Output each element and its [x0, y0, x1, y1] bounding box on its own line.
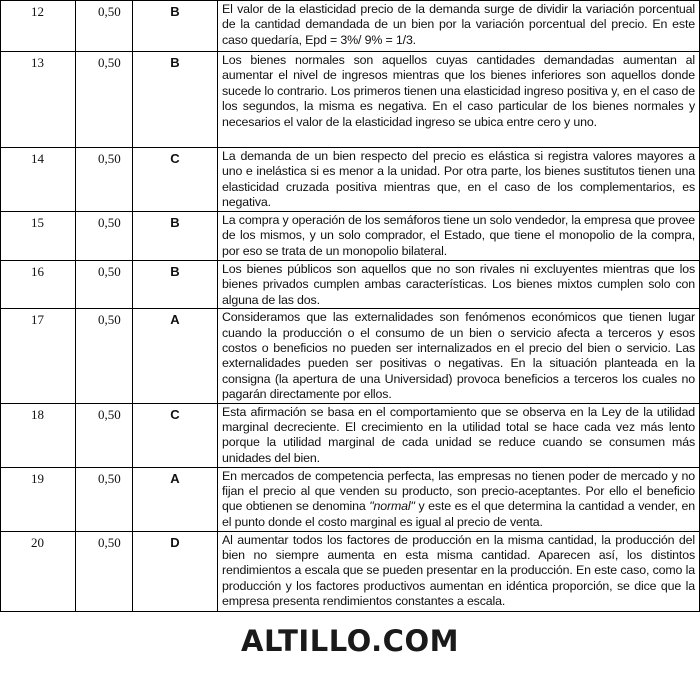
- answer-option: A: [133, 309, 218, 403]
- question-points: 0,50: [76, 531, 133, 611]
- answer-option: B: [133, 1, 218, 52]
- table-row: [1, 148, 700, 212]
- question-number: 13: [1, 52, 76, 148]
- table-row: [1, 309, 700, 403]
- question-points: 0,50: [76, 467, 133, 531]
- question-number: 15: [1, 212, 76, 261]
- answer-option: D: [133, 531, 218, 611]
- answer-explanation: El valor de la elasticidad precio de la demanda surge de dividir la variación porcentual de la cantidad demandada de un bien por la variación porcentual del precio. En este caso quedaría, Epd = 3%/ 9% = 1/3.: [218, 1, 700, 52]
- table-row: [1, 1, 700, 52]
- question-number: 12: [1, 1, 76, 52]
- table-row: [1, 467, 700, 531]
- table-row: [1, 212, 700, 261]
- answer-option: B: [133, 212, 218, 261]
- answer-explanation: Esta afirmación se basa en el comportamiento que se observa en la Ley de la utilidad marginal decreciente. El crecimiento en la utilidad total se hace cada vez más lento porque la utilidad marginal de cada unidad se reduce cuando se consumen más unidades del bien.: [218, 403, 700, 467]
- altillo-logo: ALTILLO.COM: [241, 624, 459, 658]
- question-points: 0,50: [76, 261, 133, 309]
- question-points: 0,50: [76, 148, 133, 212]
- answer-explanation: La compra y operación de los semáforos tiene un solo vendedor, la empresa que provee de los mismos, y un solo comprador, el Estado, que tiene el monopolio de la compra, por eso se trata de un monopolio bilateral.: [218, 212, 700, 261]
- table-row: [1, 531, 700, 611]
- answer-option: B: [133, 52, 218, 148]
- normal-emphasis: "normal": [369, 499, 415, 514]
- question-points: 0,50: [76, 212, 133, 261]
- answer-explanation: En mercados de competencia perfecta, las empresas no tienen poder de mercado y no fijan el precio al que venden su producto, son precio-aceptantes. Por ello el beneficio que obtienen se denomina "normal" y este es el que determina la cantidad a vender, en el punto donde el costo marginal es igual al precio de venta.: [218, 467, 700, 531]
- table-row: [1, 52, 700, 148]
- answer-explanation: Al aumentar todos los factores de producción en la misma cantidad, la producción del bien no siempre aumenta en esta misma cantidad. Aparecen así, los distintos rendimientos a escala que se pueden presentar en la producción. En este caso, como la producción y los factores productivos aumentan en idéntica proporción, se dice que la empresa presenta rendimientos constantes a escala.: [218, 531, 700, 611]
- question-number: 19: [1, 467, 76, 531]
- table-row: [1, 261, 700, 309]
- table-row: [1, 403, 700, 467]
- answer-option: C: [133, 403, 218, 467]
- answer-option: C: [133, 148, 218, 212]
- question-points: 0,50: [76, 1, 133, 52]
- answer-explanation: Los bienes normales son aquellos cuyas cantidades demandadas aumentan al aumentar el nivel de ingresos mientras que los bienes inferiores son aquellos donde sucede lo contrario. Los primeros tienen una elasticidad ingreso positiva y, en el caso de los segundos, la misma es negativa. En el caso particular de los bienes normales y necesarios el valor de la elasticidad ingreso se ubica entre cero y uno.: [218, 52, 700, 148]
- answer-option: B: [133, 261, 218, 309]
- question-points: 0,50: [76, 52, 133, 148]
- question-number: 14: [1, 148, 76, 212]
- question-number: 17: [1, 309, 76, 403]
- question-number: 20: [1, 531, 76, 611]
- question-points: 0,50: [76, 309, 133, 403]
- answer-option: A: [133, 467, 218, 531]
- question-number: 16: [1, 261, 76, 309]
- answer-explanation: La demanda de un bien respecto del precio es elástica si registra valores mayores a uno e inelástica si es menor a la unidad. Por otra parte, los bienes sustitutos tienen una elasticidad cruzada positiva mientras que, en el caso de los complementarios, es negativa.: [218, 148, 700, 212]
- answer-explanation: Los bienes públicos son aquellos que no son rivales ni excluyentes mientras que los bienes privados cumplen ambas características. Los bienes mixtos cumplen solo con alguna de las dos.: [218, 261, 700, 309]
- question-points: 0,50: [76, 403, 133, 467]
- answer-explanation: Consideramos que las externalidades son fenómenos económicos que tienen lugar cuando la producción o el consumo de un bien o servicio afecta a terceros y esos costos o beneficios no pueden ser internalizados en el precio del bien o servicio. Las externalidades pueden ser positivas o negativas. En la situación planteada en la consigna (la apertura de una Universidad) provoca beneficios a terceros los cuales no pagarán directamente por ellos.: [218, 309, 700, 403]
- question-number: 18: [1, 403, 76, 467]
